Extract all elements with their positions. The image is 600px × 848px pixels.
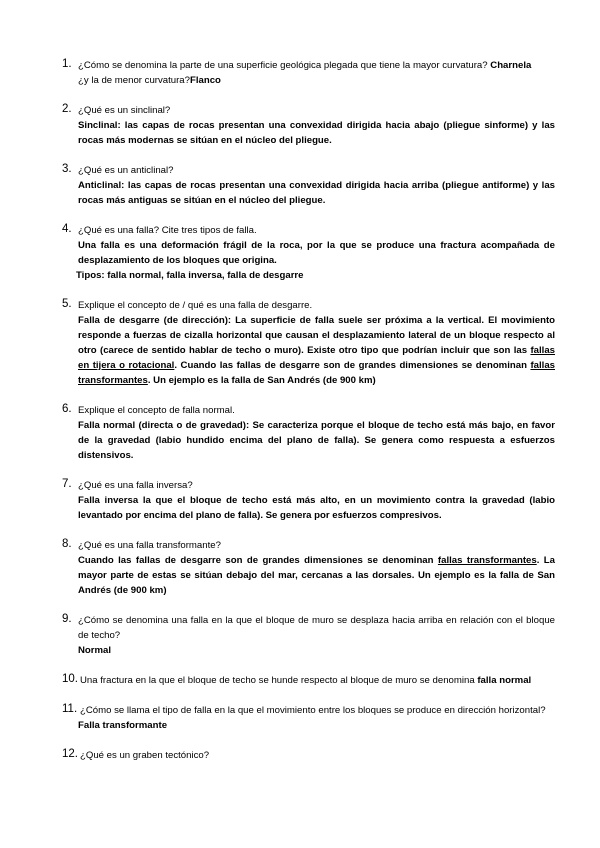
question-number: 1. (62, 58, 72, 70)
answer-text: Sinclinal: las capas de rocas presentan una convexidad dirigida hacia abajo (pliegue sinforme) y las rocas más modernas se sitúan en el núcleo del pliegue. (78, 120, 555, 146)
underlined-term: fallas transformantes (78, 360, 555, 386)
question-number: 4. (62, 223, 72, 235)
answer-text: Falla inversa la que el bloque de techo está más alto, en un movimiento contra la gravedad (labio levantado por encima del plano de falla). Se genera por esfuerzos compresivos. (78, 495, 555, 521)
underlined-term: fallas transformantes (437, 555, 537, 566)
question-text: ¿Cómo se llama el tipo de falla en la que el movimiento entre los bloques se produce en dirección horizontal? (80, 705, 546, 716)
question-6 (62, 402, 555, 463)
answer-part: . Cuando las fallas de desgarre son de grandes dimensiones se denominan (174, 360, 531, 371)
question-number: 7. (62, 478, 72, 490)
answer-text: Anticlinal: las capas de rocas presentan una convexidad dirigida hacia arriba (pliegue antiforme) y las rocas más antiguas se sitúan en el núcleo del pliegue. (78, 180, 555, 206)
answer-part: Cuando las fallas de desgarre son de grandes dimensiones se denominan (78, 555, 438, 566)
question-body (80, 672, 555, 688)
question-number: 8. (62, 538, 72, 550)
question-body (78, 402, 555, 463)
question-text: Una fractura en la que el bloque de techo se hunde respecto al bloque de muro se denomina (80, 675, 475, 686)
question-number: 12. (62, 748, 78, 760)
question-text: ¿Cómo se denomina la parte de una superficie geológica plegada que tiene la mayor curvatura? (78, 60, 488, 71)
question-10 (62, 672, 555, 688)
answer-text (78, 313, 555, 388)
answer-text: Falla transformante (78, 720, 168, 731)
question-9 (62, 612, 555, 658)
question-5 (62, 297, 555, 388)
question-text-2: ¿y la de menor curvatura? (78, 75, 190, 86)
answer-part: Falla de desgarre (de dirección): La superficie de falla suele ser próxima a la vertical. El movimiento responde a fuerzas de cizalla horizontal que causan el desplazamiento lateral de un bloque respecto al otro (carece de sentido hablar de techo o muro). Existe otro tipo que podrían incluir que son las (78, 315, 555, 356)
question-number: 10. (62, 673, 78, 685)
answer-text: Charnela (490, 60, 532, 71)
question-number: 11. (62, 703, 78, 715)
question-8 (62, 537, 555, 598)
answer-text: Normal (78, 645, 112, 656)
question-4 (62, 222, 555, 283)
question-body (78, 537, 555, 598)
question-body (78, 612, 555, 658)
question-body (80, 747, 555, 763)
question-number: 9. (62, 613, 72, 625)
question-12 (62, 747, 555, 763)
question-body (78, 297, 555, 388)
question-7 (62, 477, 555, 523)
question-body (78, 477, 555, 523)
question-text: ¿Qué es un anticlinal? (78, 165, 174, 176)
answer-part: . La mayor parte de estas se sitúan debajo del mar, cercanas a las dorsales. Un ejemplo es la falla de San Andrés (de 900 km) (78, 555, 555, 596)
question-number: 6. (62, 403, 72, 415)
answer-text: falla normal (477, 675, 532, 686)
question-body (78, 102, 555, 148)
answer-text: Falla normal (directa o de gravedad): Se caracteriza porque el bloque de techo está más bajo, en favor de la gravedad (labio hundido encima del plano de falla). Se genera como respuesta a esfuerzos distensivos. (78, 420, 555, 461)
question-text: ¿Qué es una falla transformante? (78, 540, 221, 551)
answer-text-2: Flanco (189, 75, 221, 86)
question-number: 3. (62, 163, 72, 175)
question-11 (62, 702, 555, 733)
question-body (78, 162, 555, 208)
question-text: ¿Qué es una falla? Cite tres tipos de falla. (78, 225, 257, 236)
question-body (78, 57, 555, 88)
answer-text (78, 553, 555, 598)
question-text: ¿Qué es un graben tectónico? (80, 750, 210, 761)
answer-text: Una falla es una deformación frágil de la roca, por la que se produce una fractura acompañada de desplazamiento de los bloques que origina. (78, 240, 555, 266)
question-text: Explique el concepto de falla normal. (78, 405, 235, 416)
question-3 (62, 162, 555, 208)
question-body (78, 222, 555, 283)
question-1 (62, 57, 555, 88)
underlined-term: fallas en tijera o rotacional (78, 345, 555, 371)
answer-part: . Un ejemplo es la falla de San Andrés (de 900 km) (147, 375, 376, 386)
question-text: ¿Qué es un sinclinal? (78, 105, 171, 116)
question-2 (62, 102, 555, 148)
question-text: ¿Qué es una falla inversa? (78, 480, 193, 491)
question-number: 5. (62, 298, 72, 310)
question-body (80, 702, 555, 733)
question-text: Explique el concepto de / qué es una falla de desgarre. (78, 300, 313, 311)
question-number: 2. (62, 103, 72, 115)
answer-extra: Tipos: falla normal, falla inversa, falla de desgarre (76, 270, 304, 281)
question-text: ¿Cómo se denomina una falla en la que el bloque de muro se desplaza hacia arriba en relación con el bloque de techo? (78, 615, 555, 641)
